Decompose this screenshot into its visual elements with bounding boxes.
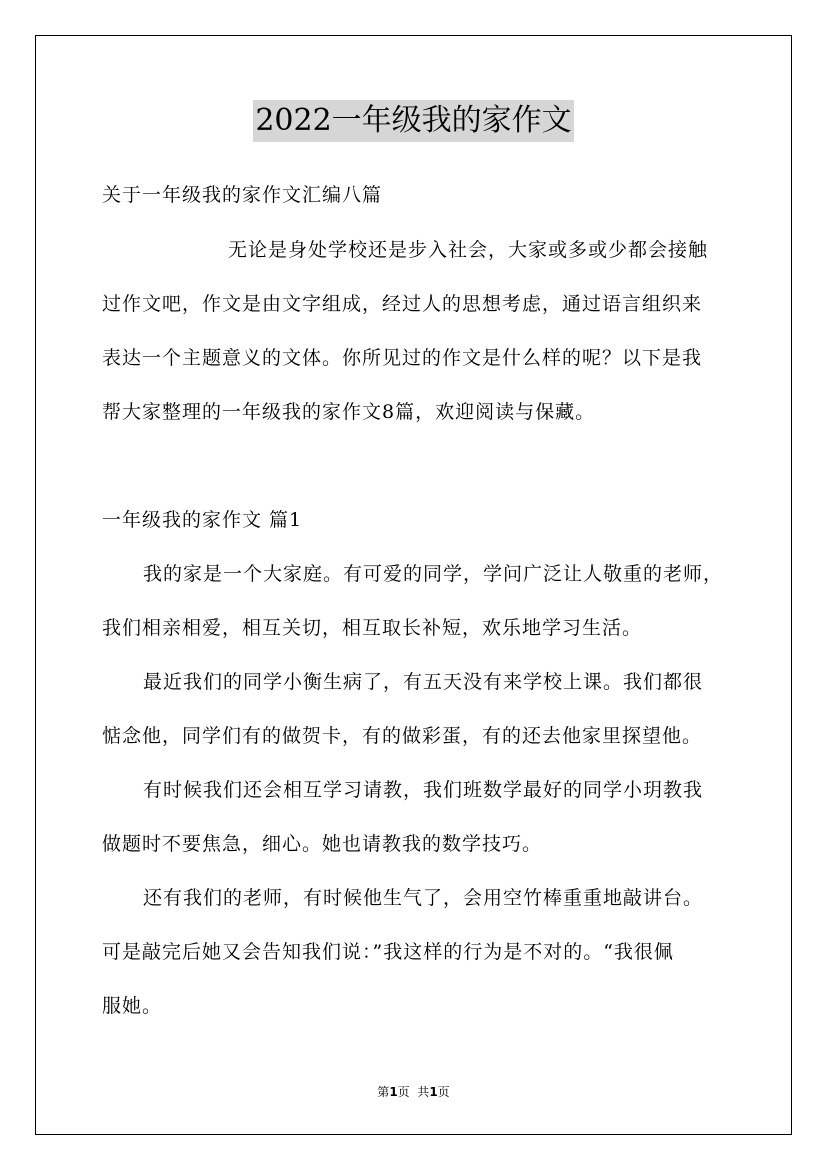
footer-suffix: 页: [437, 1085, 450, 1099]
footer-mid: 页 共: [397, 1085, 430, 1099]
body-line-5: 有时候我们还会相互学习请教，我们班数学最好的同学小玥教我: [143, 779, 704, 801]
intro-line-2: 过作文吧，作文是由文字组成，经过人的思想考虑，通过语言组织来: [102, 293, 703, 315]
document-subtitle: 关于一年级我的家作文汇编八篇: [102, 184, 383, 206]
footer-page-current: 1: [389, 1085, 398, 1099]
body-line-7: 还有我们的老师，有时候他生气了，会用空竹棒重重地敲讲台。: [143, 887, 704, 909]
intro-line-3: 表达一个主题意义的文体。你所见过的作文是什么样的呢？以下是我: [102, 347, 703, 369]
section-heading: 一年级我的家作文 篇1: [102, 509, 303, 531]
body-line-3: 最近我们的同学小衡生病了，有五天没有来学校上课。我们都很: [143, 671, 704, 693]
body-line-1: 我的家是一个大家庭。有可爱的同学，学问广泛让人敬重的老师，: [143, 563, 724, 585]
footer-prefix: 第: [377, 1085, 390, 1099]
body-line-2: 我们相亲相爱，相互关切，相互取长补短，欢乐地学习生活。: [102, 617, 643, 639]
page-footer: [0, 1083, 827, 1100]
intro-line-4: 帮大家整理的一年级我的家作文8篇，欢迎阅读与保藏。: [102, 401, 596, 423]
body-line-8: 可是敲完后她又会告知我们说：”我这样的行为是不对的。“我很佩: [102, 941, 674, 963]
body-line-4: 惦念他，同学们有的做贺卡，有的做彩蛋，有的还去他家里探望他。: [102, 725, 703, 747]
body-line-9: 服她。: [102, 995, 163, 1017]
footer-page-total: 1: [429, 1085, 438, 1099]
body-line-6: 做题时不要焦急，细心。她也请教我的数学技巧。: [102, 833, 543, 855]
document-title: 2022一年级我的家作文: [253, 100, 573, 142]
intro-line-1: 无论是身处学校还是步入社会，大家或多或少都会接触: [228, 239, 709, 261]
document-title-wrap: [0, 100, 827, 142]
